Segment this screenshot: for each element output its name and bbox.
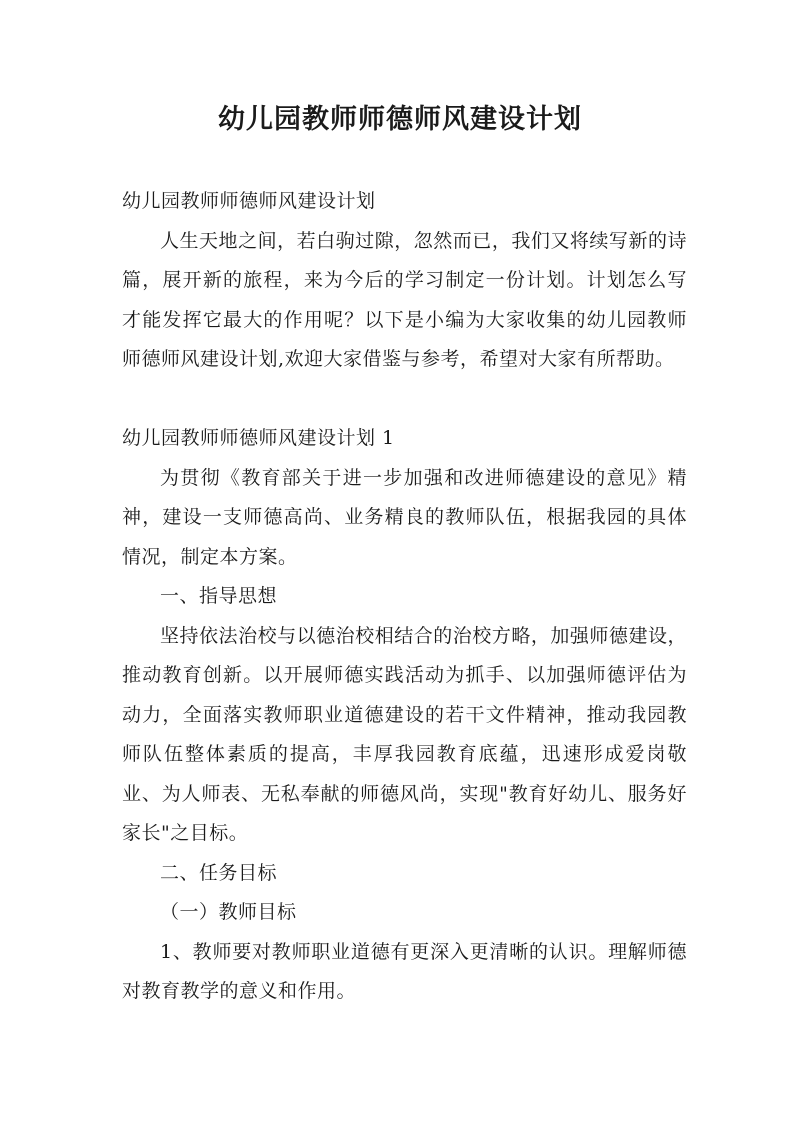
body-paragraph: 1、教师要对教师职业道德有更深入更清晰的认识。理解师德对教育教学的意义和作用。 [122, 940, 687, 1002]
intro-paragraph: 人生天地之间，若白驹过隙，忽然而已，我们又将续写新的诗篇，展开新的旅程，来为今后的学习制定一份计划。计划怎么写才能发挥它最大的作用呢？以下是小编为大家收集的幼儿园教师师德师风建设计划,欢迎大家借鉴与参考，希望对大家有所帮助。 [122, 229, 687, 370]
section-heading: 幼儿园教师师德师风建设计划 [122, 190, 376, 212]
subheading: （一）教师目标 [160, 901, 297, 923]
subheading: 二、任务目标 [160, 861, 278, 884]
document-title: 幼儿园教师师德师风建设计划 [218, 104, 582, 135]
body-paragraph: 为贯彻《教育部关于进一步加强和改进师德建设的意见》精神，建设一支师德高尚、业务精良的教师队伍，根据我园的具体情况，制定本方案。 [122, 466, 687, 568]
section-heading: 幼儿园教师师德师风建设计划 1 [122, 427, 395, 449]
body-paragraph: 坚持依法治校与以德治校相结合的治校方略，加强师德建设，推动教育创新。以开展师德实践活动为抓手、以加强师德评估为动力，全面落实教师职业道德建设的若干文件精神，推动我园教师队伍整体素质的提高，丰厚我园教育底蕴，迅速形成爱岗敬业、为人师表、无私奉献的师德风尚，实现"教育好幼儿、服务好家长"之目标。 [122, 624, 687, 844]
document-body [122, 182, 687, 1012]
subheading: 一、指导思想 [160, 585, 278, 607]
